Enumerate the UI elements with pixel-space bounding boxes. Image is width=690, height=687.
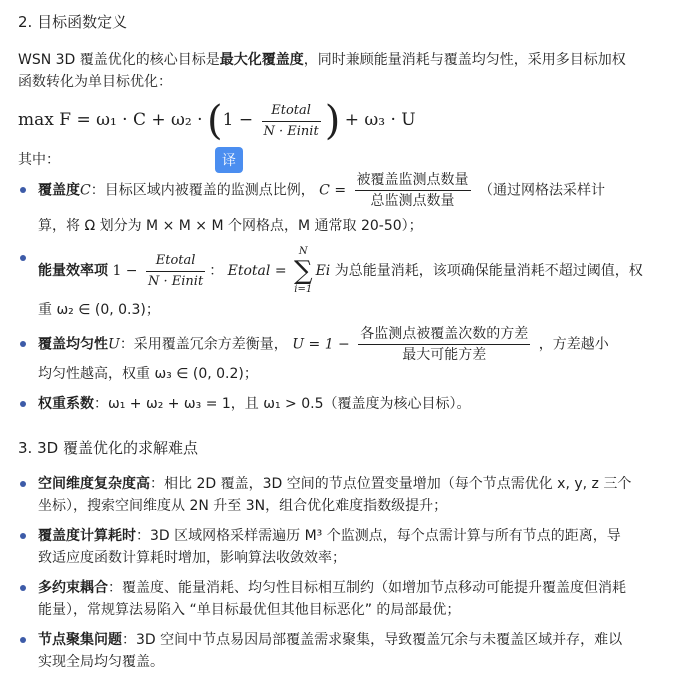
coverage-line-2: 算，将 Ω 划分为 M × M × M 个网格点，M 通常取 20-50）； [38, 218, 423, 234]
list-item-computation [38, 526, 621, 546]
constraints-line-1: ：覆盖度、能量消耗、均匀性目标相互制约（如增加节点移动可能提升覆盖度但消耗 [108, 580, 626, 596]
sum-upper: N [298, 246, 308, 257]
coverage-text-1: ：目标区域内被覆盖的监测点比例， [90, 182, 315, 199]
computation-title: 覆盖度计算耗时 [38, 528, 136, 544]
coverage-lhs: C = [319, 182, 347, 199]
energy-sum-term: Ei [315, 263, 331, 279]
section-3-heading: 3. 3D 覆盖优化的求解难点 [18, 439, 198, 457]
where-label: 其中： [18, 152, 60, 168]
intro-paragraph-line-2: 函数转化为单目标优化： [18, 74, 172, 90]
uniformity-line-2: 均匀性越高，权重 ω₃ ∈ (0, 0.2)； [38, 366, 258, 382]
bullet-dot [20, 187, 26, 193]
bullet-dot [20, 637, 26, 643]
uniformity-text-2: ，方差越小 [538, 336, 609, 353]
bullet-dot [20, 533, 26, 539]
dimension-line-1: ：相比 2D 覆盖，3D 空间的节点位置变量增加（每个节点需优化 x, y, z 三个 [150, 476, 632, 492]
bullet-dot [20, 585, 26, 591]
uniformity-denominator: 最大可能方差 [402, 347, 487, 363]
intro-text-1: WSN 3D 覆盖优化的核心目标是 [18, 52, 220, 68]
energy-line-2: 重 ω₂ ∈ (0, 0.3)； [38, 302, 160, 318]
sum-lower: i=1 [294, 284, 313, 295]
uniformity-numerator: 各监测点被覆盖次数的方差 [358, 324, 530, 345]
energy-denominator: N · Einit [148, 273, 204, 289]
energy-text-2: 为总能量消耗，该项确保能量消耗不超过阈值，权 [334, 263, 643, 279]
coverage-text-2: （通过网格法采样计 [478, 182, 605, 199]
list-item-coverage [38, 170, 605, 211]
coverage-numerator: 被覆盖监测点数量 [355, 170, 471, 191]
energy-summation [294, 246, 313, 296]
list-item-weights [38, 394, 471, 414]
uniformity-lhs: U = 1 − [292, 336, 350, 353]
list-item-constraints [38, 578, 626, 598]
list-item-clustering [38, 630, 622, 650]
dimension-title: 空间维度复杂度高 [38, 476, 150, 492]
formula-fraction [262, 101, 321, 142]
clustering-line-2: 实现全局均匀覆盖。 [38, 654, 164, 670]
energy-numerator: Etotal [146, 251, 205, 272]
intro-text-2: ，同时兼顾能量消耗与覆盖均匀性，采用多目标加权 [303, 52, 626, 68]
bullet-dot [20, 401, 26, 407]
bullet-dot [20, 341, 26, 347]
coverage-denominator: 总监测点数量 [370, 193, 455, 209]
constraints-line-2: 能量），常规算法易陷入 “单目标最优但其他目标恶化” 的局部最优； [38, 602, 461, 618]
computation-line-1: ：3D 区域网格采样需遍历 M³ 个监测点，每个点需计算与所有节点的距离，导 [136, 528, 621, 544]
coverage-fraction [355, 170, 471, 211]
sum-sigma: ∑ [294, 256, 313, 286]
formula-rhs: + ω₃ · U [344, 110, 416, 130]
bullet-dot [20, 481, 26, 487]
list-item-dimension [38, 474, 631, 494]
constraints-title: 多约束耦合 [38, 580, 108, 596]
uniformity-symbol: U [108, 336, 120, 353]
uniformity-text-1: ：采用覆盖冗余方差衡量， [119, 336, 288, 353]
uniformity-title: 覆盖均匀性 [38, 336, 108, 353]
formula-numerator: Etotal [262, 101, 321, 122]
clustering-line-1: ：3D 空间中节点易因局部覆盖需求聚集，导致覆盖冗余与未覆盖区域并存，难以 [122, 632, 623, 648]
list-item-energy [38, 246, 643, 296]
clustering-title: 节点聚集问题 [38, 632, 122, 648]
formula-one-minus: 1 − [222, 110, 254, 130]
energy-sum-lhs: Etotal = [227, 263, 287, 279]
computation-line-2: 致适应度函数计算耗时增加，影响算法收敛效率； [38, 550, 346, 566]
weights-text: ：ω₁ + ω₂ + ω₃ = 1，且 ω₁ > 0.5（覆盖度为核心目标）。 [94, 396, 471, 412]
coverage-symbol: C [80, 182, 91, 199]
bullet-dot [20, 255, 26, 261]
dimension-line-2: 坐标），搜索空间维度从 2N 升至 3N，组合优化难度指数级提升； [38, 498, 448, 514]
uniformity-fraction [358, 324, 530, 365]
weights-title: 权重系数 [38, 396, 94, 412]
section-2-heading: 2. 目标函数定义 [18, 13, 128, 31]
formula-denominator: N · Einit [263, 123, 319, 139]
objective-formula [18, 98, 416, 146]
intro-paragraph-line-1 [18, 50, 626, 70]
list-item-uniformity [38, 324, 609, 365]
formula-close-paren: ) [324, 98, 341, 144]
formula-open-paren: ( [206, 98, 223, 144]
formula-lhs: max F = ω₁ · C + ω₂ · [18, 110, 203, 130]
coverage-title: 覆盖度 [38, 182, 80, 199]
energy-fraction [146, 251, 205, 292]
energy-title: 能量效率项 [38, 263, 108, 279]
energy-expr: 1 − [112, 263, 138, 279]
intro-bold: 最大化覆盖度 [219, 52, 304, 68]
energy-text-1: ： [209, 263, 224, 279]
translate-button[interactable]: 译 [215, 147, 243, 173]
